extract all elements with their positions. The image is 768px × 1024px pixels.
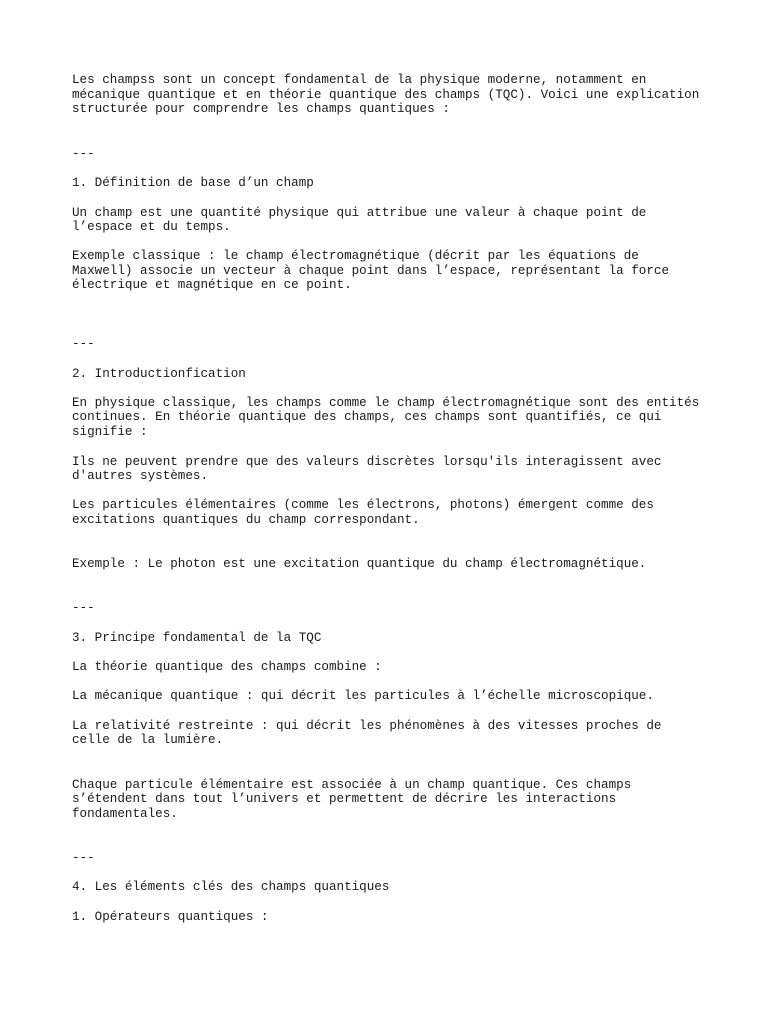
section-1-para-1-line-2: l’espace et du temps. <box>72 220 231 234</box>
section-3-para-2: La mécanique quantique : qui décrit les particules à l’échelle microscopique. <box>72 689 654 703</box>
section-1-para-2-line-3: électrique et magnétique en ce point. <box>72 278 352 292</box>
section-2-para-2-line-2: d'autres systèmes. <box>72 469 209 483</box>
section-2-para-1-line-1: En physique classique, les champs comme le champ électromagnétique sont des entités <box>72 396 700 410</box>
section-3-para-4-line-3: fondamentales. <box>72 807 178 821</box>
section-2-para-1-line-3: signifie : <box>72 425 148 439</box>
section-3-para-3-line-1: La relativité restreinte : qui décrit les phénomènes à des vitesses proches de <box>72 719 662 733</box>
section-2-para-2-line-1: Ils ne peuvent prendre que des valeurs discrètes lorsqu'ils interagissent avec <box>72 455 662 469</box>
section-1-heading: 1. Définition de base d’un champ <box>72 176 314 190</box>
section-3-para-1: La théorie quantique des champs combine : <box>72 660 382 674</box>
intro-line-3: structurée pour comprendre les champs quantiques : <box>72 102 450 116</box>
section-1-para-2-line-2: Maxwell) associe un vecteur à chaque point dans l’espace, représentant la force <box>72 264 670 278</box>
separator-1: --- <box>72 147 95 161</box>
section-1-para-1-line-1: Un champ est une quantité physique qui attribue une valeur à chaque point de <box>72 206 647 220</box>
section-2-para-3-line-1: Les particules élémentaires (comme les électrons, photons) émergent comme des <box>72 498 654 512</box>
intro-line-2: mécanique quantique et en théorie quantique des champs (TQC). Voici une explication <box>72 88 700 102</box>
separator-2: --- <box>72 337 95 351</box>
section-3-para-4-line-1: Chaque particule élémentaire est associée à un champ quantique. Ces champs <box>72 778 632 792</box>
section-1-para-2-line-1: Exemple classique : le champ électromagnétique (décrit par les équations de <box>72 249 639 263</box>
section-2-para-3-line-2: excitations quantiques du champ correspondant. <box>72 513 420 527</box>
separator-4: --- <box>72 851 95 865</box>
section-3-para-4-line-2: s’étendent dans tout l’univers et permettent de décrire les interactions <box>72 792 617 806</box>
section-3-para-3-line-2: celle de la lumière. <box>72 733 224 747</box>
section-3-heading: 3. Principe fondamental de la TQC <box>72 631 322 645</box>
section-2-example: Exemple : Le photon est une excitation quantique du champ électromagnétique. <box>72 557 647 571</box>
section-2-heading: 2. Introductionfication <box>72 367 246 381</box>
intro-line-1: Les champss sont un concept fondamental de la physique moderne, notamment en <box>72 73 647 87</box>
section-4-heading: 4. Les éléments clés des champs quantiques <box>72 880 390 894</box>
section-2-para-1-line-2: continues. En théorie quantique des champs, ces champs sont quantifiés, ce qui <box>72 410 662 424</box>
separator-3: --- <box>72 601 95 615</box>
section-4-item-1: 1. Opérateurs quantiques : <box>72 910 269 924</box>
